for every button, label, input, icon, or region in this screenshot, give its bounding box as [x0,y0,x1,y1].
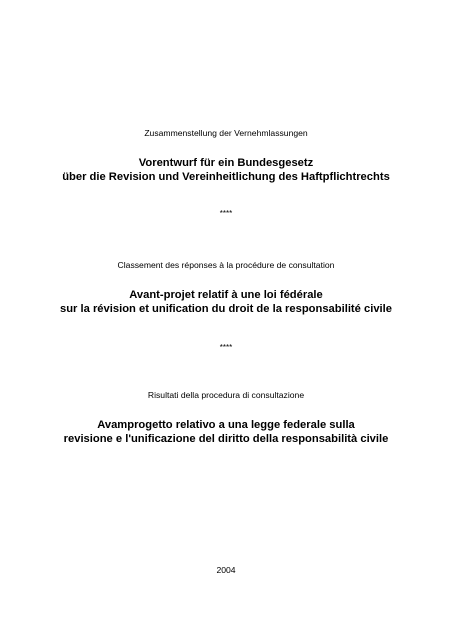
title-french-line-1: Avant-projet relatif à une loi fédérale [129,289,323,301]
title-german-line-2: über die Revision und Vereinheitlichung des Haftpflichtrechts [62,171,390,183]
subtitle-german: Zusammenstellung der Vernehmlassungen [144,128,308,138]
separator-stars: **** [219,209,233,218]
title-italian-line-2: revisione e l'unificazione del diritto della responsabilità civile [63,433,389,445]
subtitle-french: Classement des réponses à la procédure de consultation [117,260,335,270]
subtitle-italian: Risultati della procedura di consultazione [147,390,305,400]
title-french-line-2: sur la révision et unification du droit de la responsabilité civile [60,303,392,315]
separator-stars: **** [219,343,233,352]
title-italian-line-1: Avamprogetto relativo a una legge federale sulla [97,419,355,431]
title-german-line-1: Vorentwurf für ein Bundesgesetz [138,157,314,169]
publication-year: 2004 [216,565,236,575]
